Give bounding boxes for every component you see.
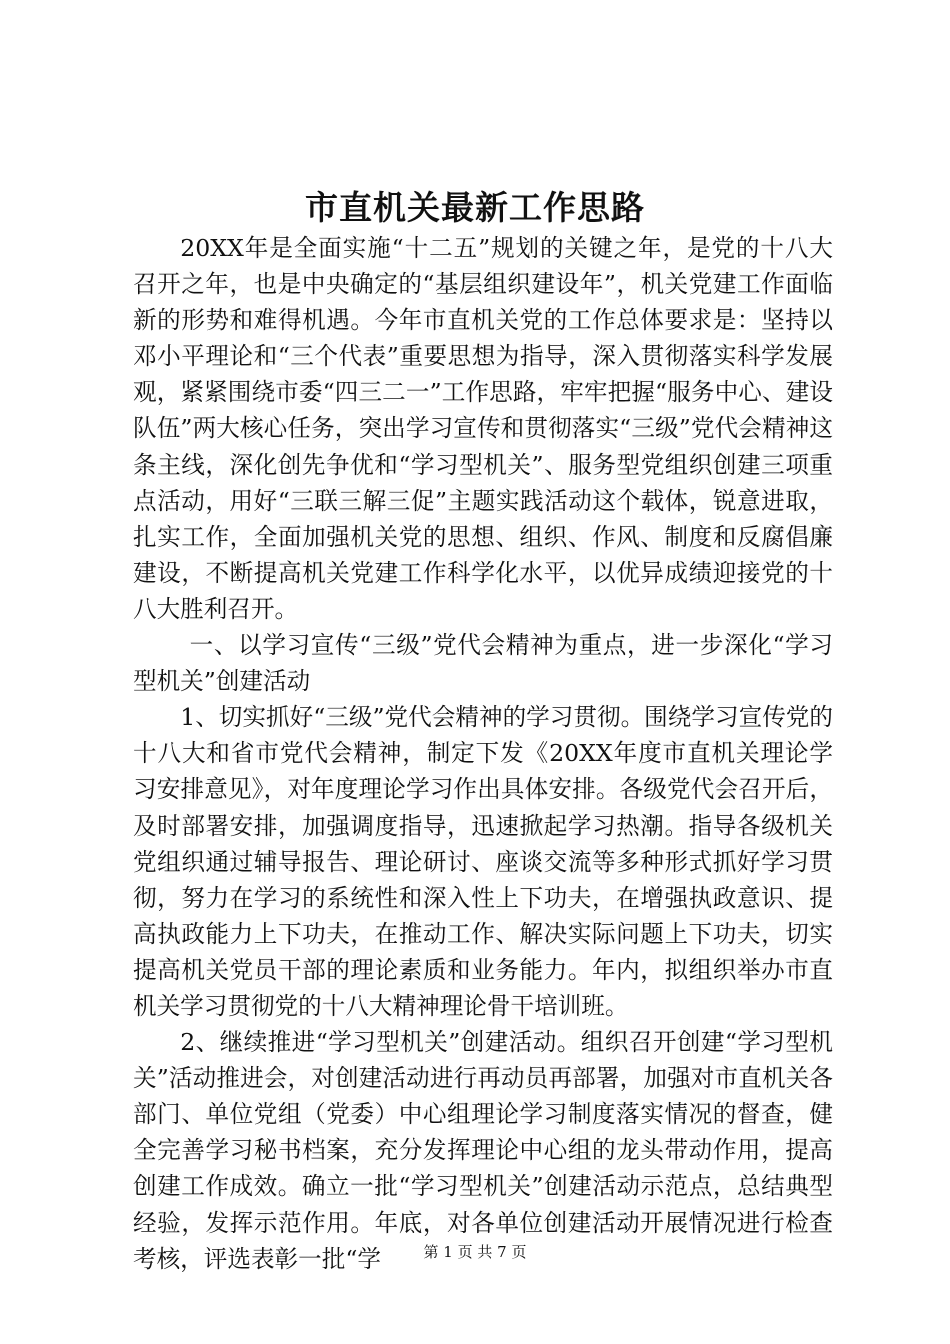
- page-footer: 第 1 页 共 7 页: [423, 1243, 527, 1261]
- section-heading-1: 一、以学习宣传“三级”党代会精神为重点，进一步深化“学习型机关”创建活动: [133, 631, 833, 696]
- paragraph-intro: 20XX年是全面实施“十二五”规划的关键之年，是党的十八大召开之年，也是中央确定的“基层组织建设年”，机关党建工作面临新的形势和难得机遇。今年市直机关党的工作总体要求是：坚持以邓小平理论和“三个代表”重要思想为指导，深入贯彻落实科学发展观，紧紧围绕市委“四三二一”工作思路，牢牢把握“服务中心、建设队伍”两大核心任务，突出学习宣传和贯彻落实“三级”党代会精神这条主线，深化创先争优和“学习型机关”、服务型党组织创建三项重点活动，用好“三联三解三促”主题实践活动这个载体，锐意进取，扎实工作，全面加强机关党的思想、组织、作风、制度和反腐倡廉建设，不断提高机关党建工作科学化水平，以优异成绩迎接党的十八大胜利召开。: [133, 234, 833, 623]
- paragraph-item-2: 2、继续推进“学习型机关”创建活动。组织召开创建“学习型机关”活动推进会，对创建活动进行再动员再部署，加强对市直机关各部门、单位党组（党委）中心组理论学习制度落实情况的督查，健全完善学习秘书档案，充分发挥理论中心组的龙头带动作用，提高创建工作成效。确立一批“学习型机关”创建活动示范点，总结典型经验，发挥示范作用。年底，对各单位创建活动开展情况进行检查考核，评选表彰一批“学: [133, 1028, 833, 1273]
- paragraph-item-1: 1、切实抓好“三级”党代会精神的学习贯彻。围绕学习宣传党的十八大和省市党代会精神，制定下发《20XX年度市直机关理论学习安排意见》，对年度理论学习作出具体安排。各级党代会召开后，及时部署安排，加强调度指导，迅速掀起学习热潮。指导各级机关党组织通过辅导报告、理论研讨、座谈交流等多种形式抓好学习贯彻，努力在学习的系统性和深入性上下功夫，在增强执政意识、提高执政能力上下功夫，在推动工作、解决实际问题上下功夫，切实提高机关党员干部的理论素质和业务能力。年内，拟组织举办市直机关学习贯彻党的十八大精神理论骨干培训班。: [133, 703, 833, 1020]
- document-body: [133, 230, 833, 1277]
- document-title: 市直机关最新工作思路: [305, 188, 645, 227]
